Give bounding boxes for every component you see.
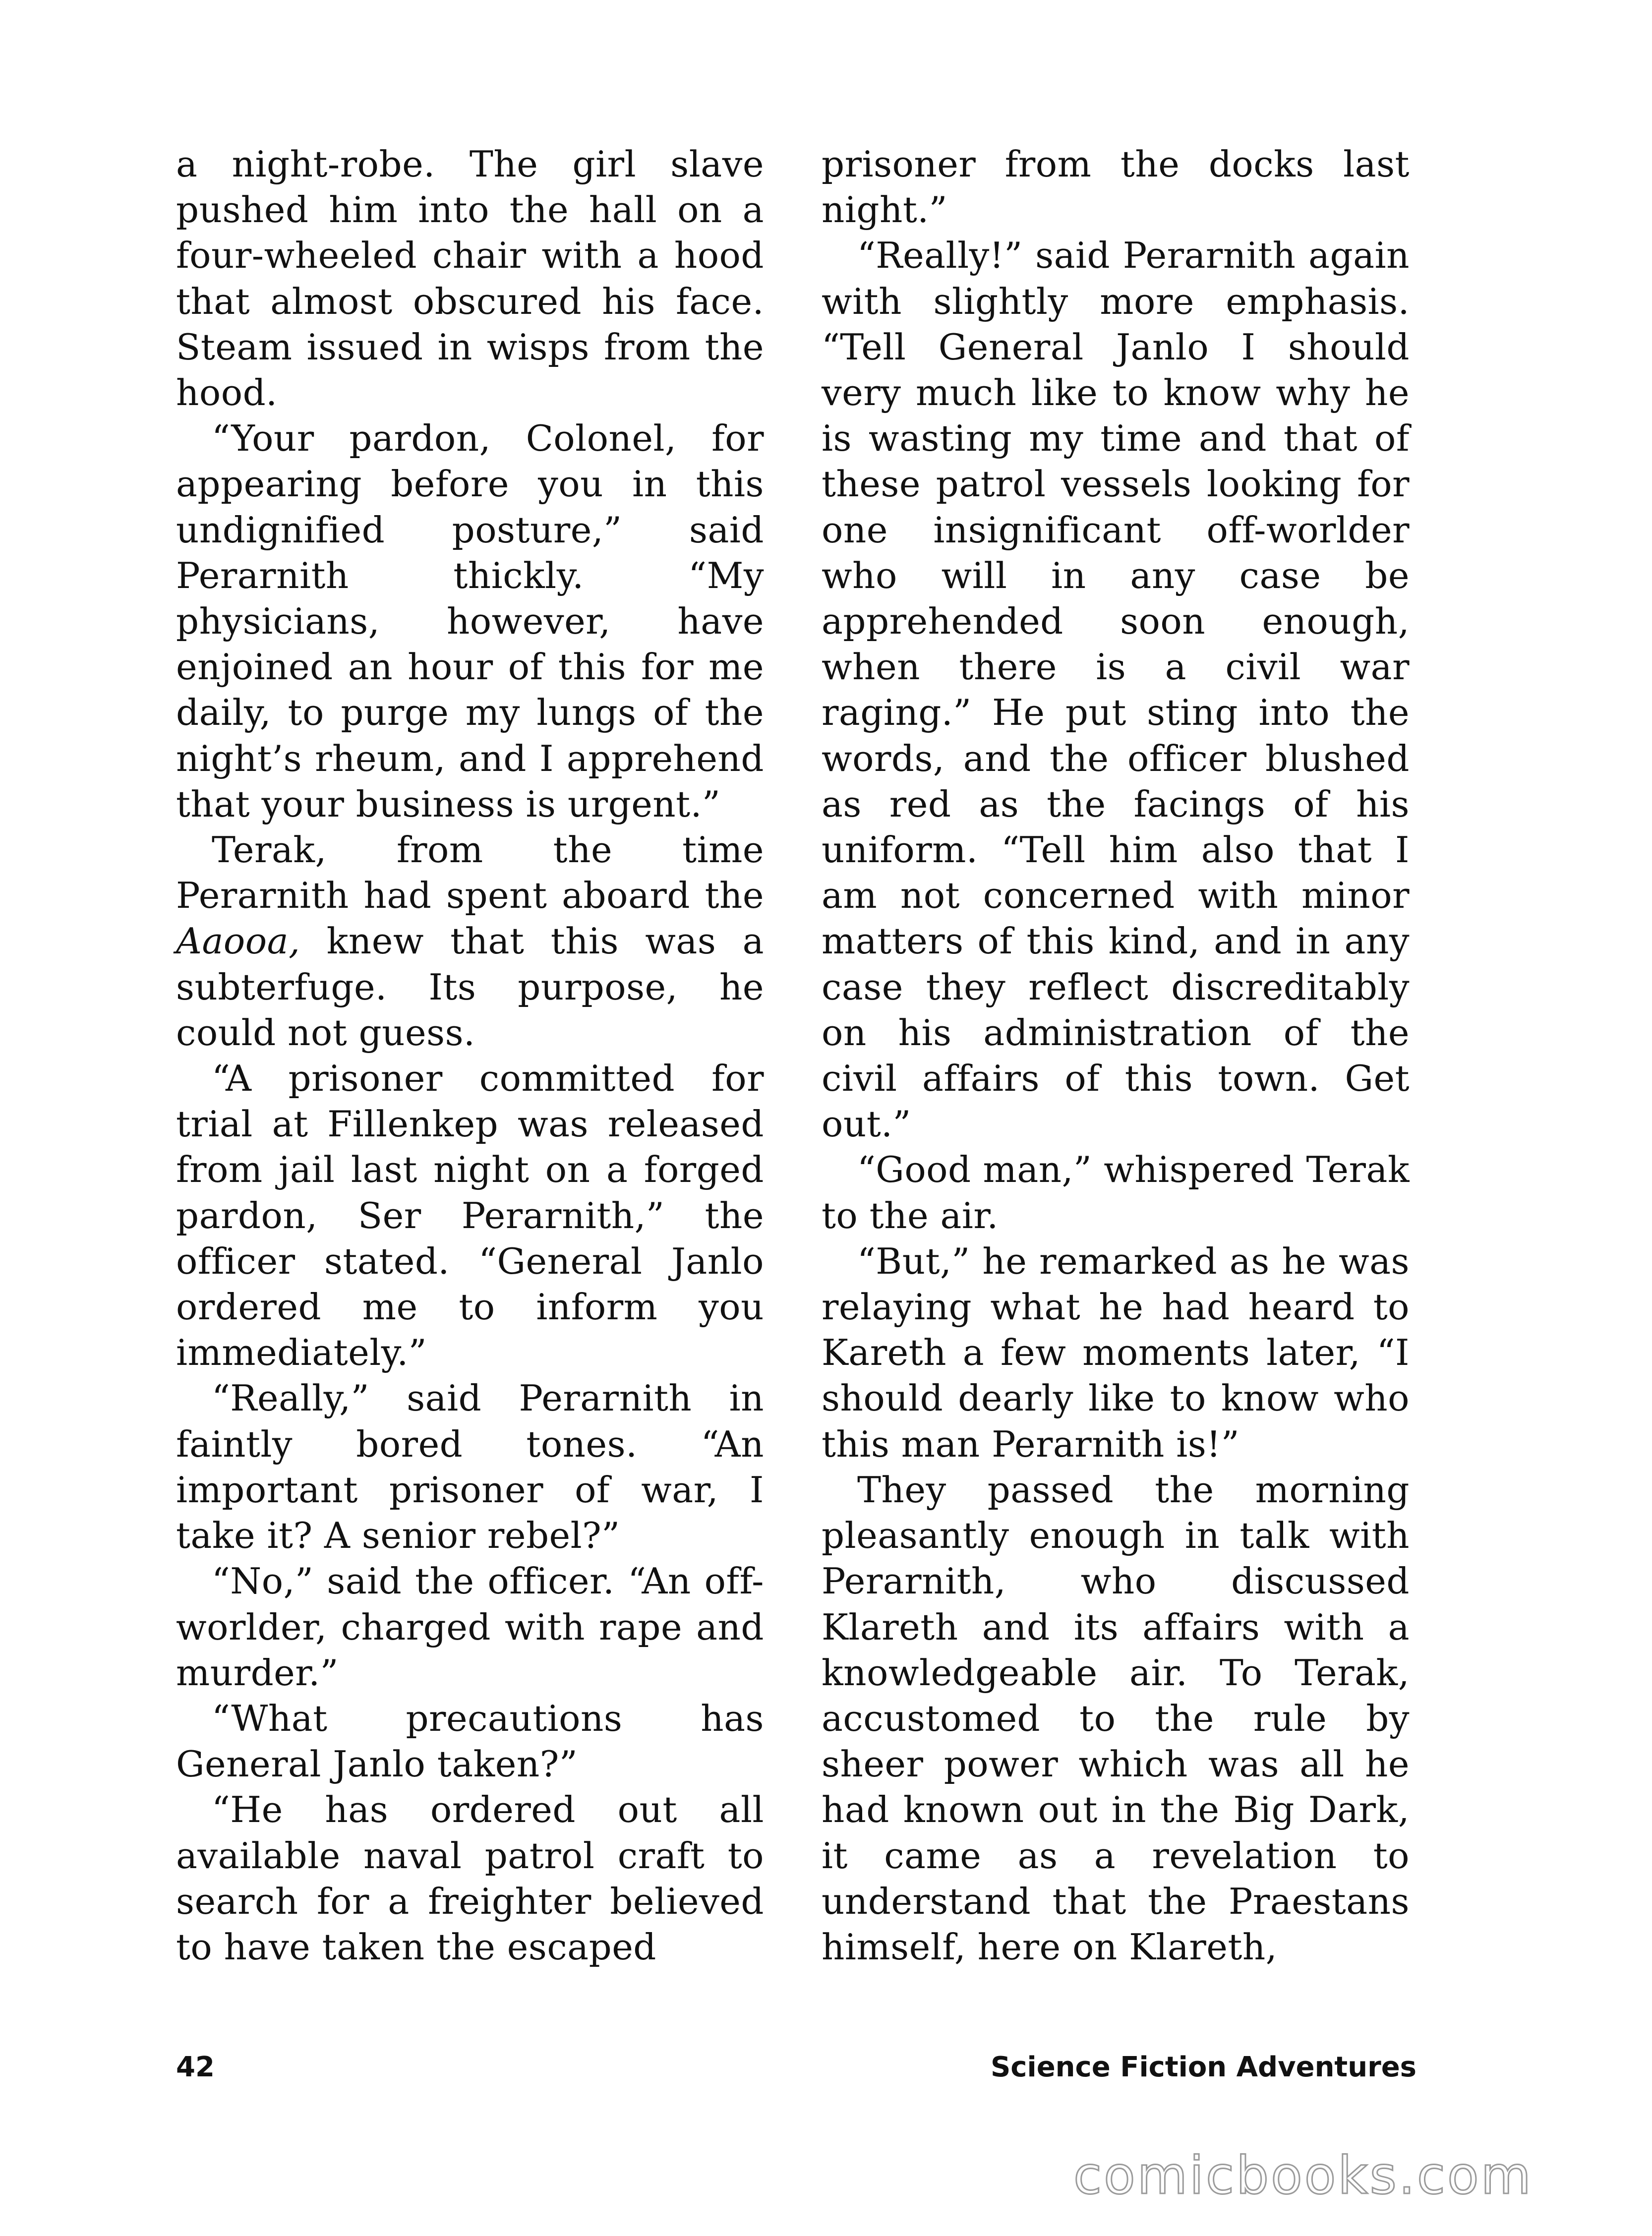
paragraph: prisoner from the docks last night.” [822, 143, 1410, 231]
right-text-column [822, 141, 1410, 1970]
paragraph: “Good man,” whispered Terak to the air. [822, 1149, 1410, 1236]
paragraph [176, 827, 764, 1056]
paragraph: “A prisoner committed for trial at Fillenkep was released from jail last night on a forged pardon, Ser Perarnith,” the officer stated. “General Janlo ordered me to inform you immediately.” [176, 1058, 764, 1374]
paragraph: “He has ordered out all available naval patrol craft to search for a freighter believed to have taken the escaped [176, 1789, 764, 1968]
left-text-column [176, 141, 764, 1970]
paragraph: They passed the morning pleasantly enough in talk with Perarnith, who discussed Klareth and its affairs with a knowledgeable air. To Terak, accustomed to the rule by sheer power which was all he had known out in the Big Dark, it came as a revelation to understand that the Praestans himself, here on Klareth, [822, 1469, 1410, 1968]
page-number: 42 [176, 2051, 215, 2083]
paragraph-text: knew that this was a subterfuge. Its purpose, he could not guess. [176, 920, 764, 1054]
paragraph: “No,” said the officer. “An off-worlder, charged with rape and murder.” [176, 1560, 764, 1694]
paragraph: “Your pardon, Colonel, for appearing before you in this undignified posture,” said Perarnith thickly. “My physicians, however, have enjoined an hour of this for me daily, to purge my lungs of the night’s rheum, and I apprehend that your business is urgent.” [176, 417, 764, 825]
paragraph-text: Terak, from the time Perarnith had spent aboard the [176, 829, 764, 917]
paragraph: “What precautions has General Janlo taken?” [176, 1697, 764, 1785]
ship-name-italic: Aaooa, [176, 920, 300, 962]
paragraph: a night-robe. The girl slave pushed him into the hall on a four-wheeled chair with a hood that almost obscured his face. Steam issued in wisps from the hood. [176, 143, 764, 414]
paragraph: “But,” he remarked as he was relaying what he had heard to Kareth a few moments later, “I should dearly like to know who this man Perarnith is!” [822, 1240, 1410, 1465]
paragraph: “Really,” said Perarnith in faintly bored tones. “An important prisoner of war, I take it? A senior rebel?” [176, 1377, 764, 1557]
publication-title: Science Fiction Adventures [990, 2051, 1416, 2083]
paragraph: “Really!” said Perarnith again with slightly more emphasis. “Tell General Janlo I should very much like to know why he is wasting my time and that of these patrol vessels looking for one insignificant off-worlder who will in any case be apprehended soon enough, when there is a civil war raging.” He put sting into the words, and the officer blushed as red as the facings of his uniform. “Tell him also that I am not concerned with minor matters of this kind, and in any case they reflect discreditably on his administration of the civil affairs of this town. Get out.” [822, 235, 1410, 1145]
watermark: comicbooks.com [1073, 2145, 1533, 2206]
